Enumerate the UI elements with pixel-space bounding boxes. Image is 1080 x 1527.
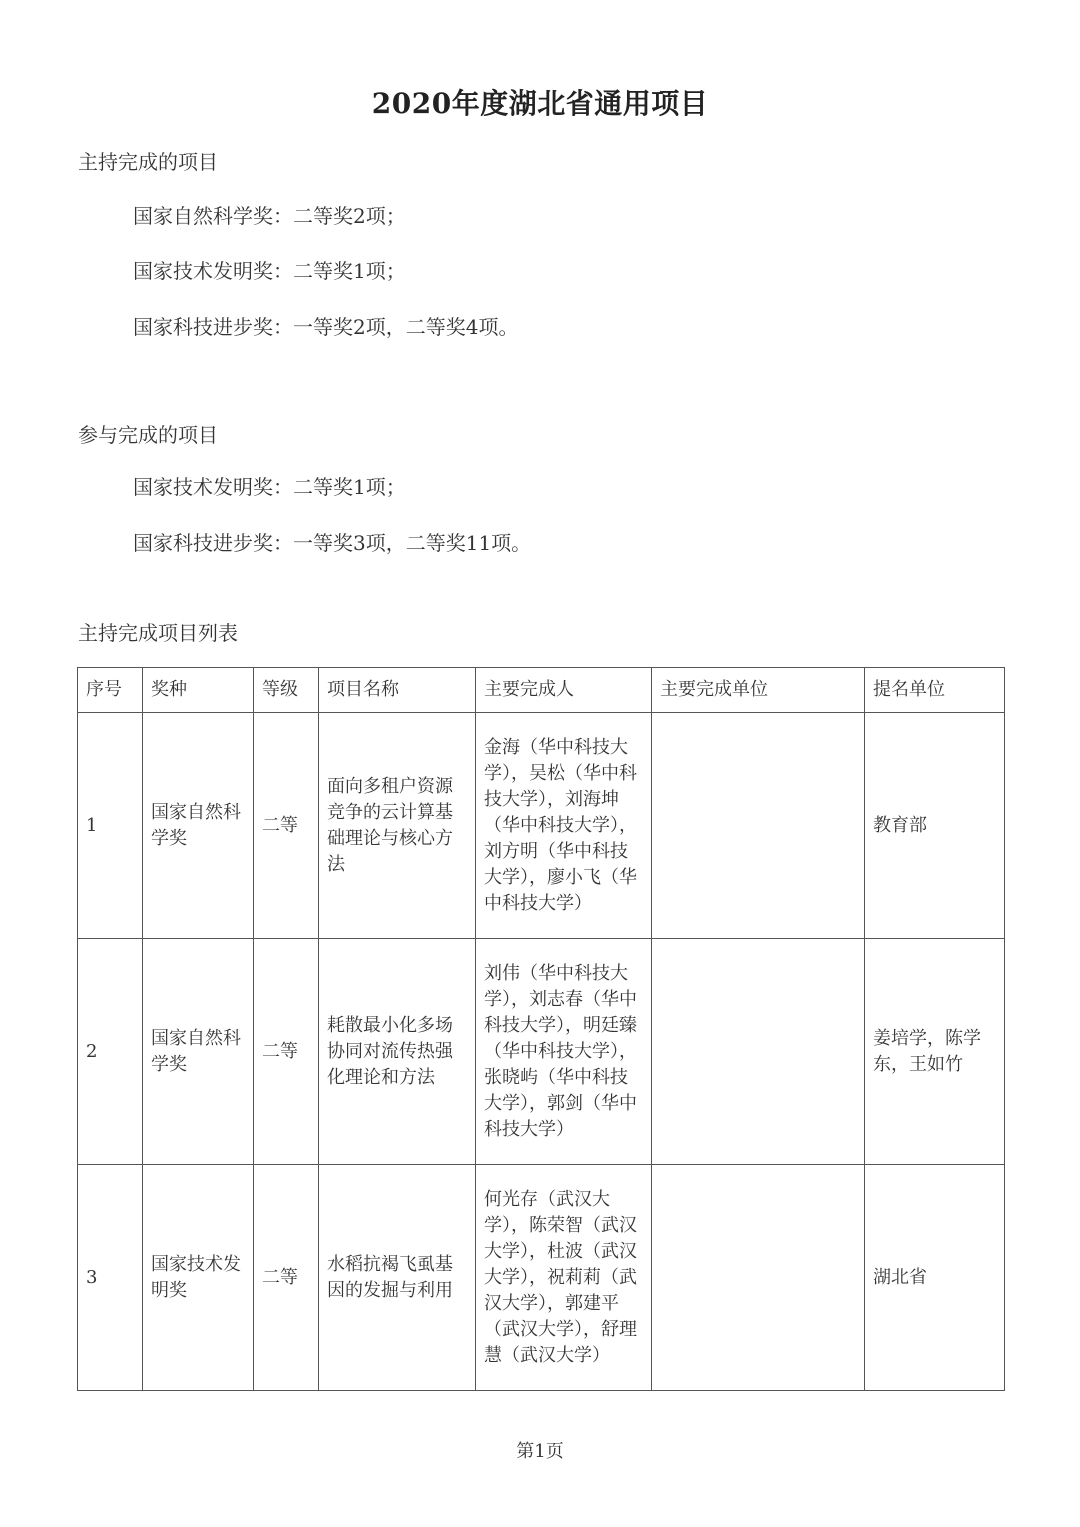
cell-award: 国家自然科学奖: [143, 939, 254, 1165]
cell-people: 何光存（武汉大学），陈荣智（武汉大学），杜波（武汉大学），祝莉莉（武汉大学），郭建平（武汉大学），舒理慧（武汉大学）: [476, 1165, 652, 1391]
cell-project: 耗散最小化多场协同对流传热强化理论和方法: [319, 939, 476, 1165]
hosted-award-line: 国家自然科学奖：二等奖2项；: [133, 204, 406, 228]
column-header-unit: 主要完成单位: [652, 668, 865, 713]
participated-award-line: 国家技术发明奖：二等奖1项；: [133, 475, 406, 499]
cell-people: 刘伟（华中科技大学），刘志春（华中科技大学），明廷臻（华中科技大学），张晓屿（华中科技大学），郭剑（华中科技大学）: [476, 939, 652, 1165]
column-header-project: 项目名称: [319, 668, 476, 713]
table-row: [78, 1165, 1005, 1391]
table-header-row: [78, 668, 1005, 713]
project-list-heading: 主持完成项目列表: [78, 621, 238, 645]
cell-nominator: 教育部: [865, 713, 1005, 939]
column-header-grade: 等级: [254, 668, 319, 713]
cell-no: 2: [78, 939, 143, 1165]
cell-project: 面向多租户资源竞争的云计算基础理论与核心方法: [319, 713, 476, 939]
cell-nominator: 姜培学，陈学东，王如竹: [865, 939, 1005, 1165]
column-header-nominator: 提名单位: [865, 668, 1005, 713]
column-header-no: 序号: [78, 668, 143, 713]
cell-grade: 二等: [254, 939, 319, 1165]
cell-nominator: 湖北省: [865, 1165, 1005, 1391]
hosted-projects-table: [77, 667, 1005, 1391]
table-row: [78, 713, 1005, 939]
hosted-projects-heading: 主持完成的项目: [78, 150, 218, 174]
cell-project: 水稻抗褐飞虱基因的发掘与利用: [319, 1165, 476, 1391]
cell-unit: [652, 1165, 865, 1391]
cell-people: 金海（华中科技大学），吴松（华中科技大学），刘海坤（华中科技大学），刘方明（华中科技大学），廖小飞（华中科技大学）: [476, 713, 652, 939]
cell-award: 国家技术发明奖: [143, 1165, 254, 1391]
column-header-award: 奖种: [143, 668, 254, 713]
table-row: [78, 939, 1005, 1165]
cell-award: 国家自然科学奖: [143, 713, 254, 939]
column-header-people: 主要完成人: [476, 668, 652, 713]
hosted-award-line: 国家技术发明奖：二等奖1项；: [133, 259, 406, 283]
hosted-award-line: 国家科技进步奖：一等奖2项，二等奖4项。: [133, 315, 519, 339]
cell-grade: 二等: [254, 1165, 319, 1391]
participated-award-line: 国家科技进步奖：一等奖3项，二等奖11项。: [133, 531, 532, 555]
participated-projects-heading: 参与完成的项目: [78, 423, 218, 447]
cell-unit: [652, 939, 865, 1165]
document-title: 2020年度湖北省通用项目: [371, 87, 709, 120]
page-number: 第1页: [516, 1441, 564, 1462]
cell-unit: [652, 713, 865, 939]
cell-no: 1: [78, 713, 143, 939]
cell-grade: 二等: [254, 713, 319, 939]
cell-no: 3: [78, 1165, 143, 1391]
